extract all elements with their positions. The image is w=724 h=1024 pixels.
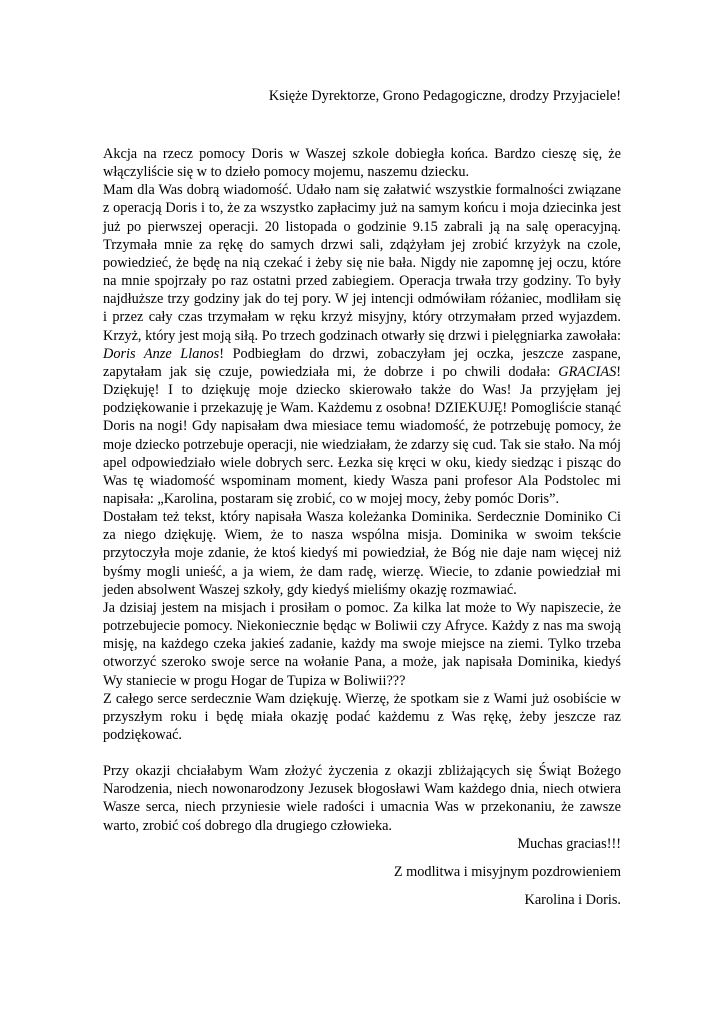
paragraph-operation	[103, 181, 621, 508]
paragraph-operation-text-b: ! Podbiegłam do drzwi, zobaczyłam jej oczka, jeszcze zaspane, zapytałam jak się czuje, powiedziała mi, że dobrze i po chwili dodała:	[103, 345, 622, 380]
signature: Karolina i Doris.	[524, 892, 621, 909]
paragraph-thanks: Akcja na rzecz pomocy Doris w Waszej szkole dobiegła końca. Bardzo cieszę się, że włączyliście się w to dzieło pomocy mojemu, naszemu dziecku.	[103, 146, 621, 181]
paragraph-gratitude: Z całego serce serdecznie Wam dziękuję. Wierzę, że spotkam sie z Wami już osobiście w przyszłym roku i będę miała okazję podać każdemu z Was rękę, żeby jeszcze raz podziękować.	[103, 690, 621, 743]
closing-regards: Z modlitwa i misyjnym pozdrowieniem	[393, 863, 621, 880]
patient-name: Doris Anze Llanos	[103, 345, 220, 362]
gracias-word: GRACIAS	[558, 363, 617, 380]
paragraph-dominika: Dostałam też tekst, który napisała Wasza koleżanka Dominika. Serdecznie Dominiko Ci za niego dziękuję. Wiem, że to nasza wspólna misja. Dominika w swoim tekście przytoczyła moje zdanie, że ktoś kiedyś mi powiedział, że Bóg nie daje nam więcej niż byśmy mogli unieść, a ja wiem, że dam radę, wierzę. Wiecie, to zdanie powiedział mi jeden absolwent Waszej szkoły, gdy kiedyś mieliśmy okazję rozmawiać.	[103, 509, 621, 598]
closing-muchas-gracias: Muchas gracias!!!	[517, 835, 621, 852]
paragraph-wishes: Przy okazji chciałabym Wam złożyć życzenia z okazji zbliżających się Świąt Bożego Narodzenia, niech nowonarodzony Jezusek błogosławi Wam każdego dnia, niech otwiera Wasze serca, niech przyniesie wiele radości i umacnia Was w przekonaniu, że zawsze warto, zrobić coś dobrego dla drugiego człowieka.	[103, 763, 621, 834]
paragraph-operation-text-a: Mam dla Was dobrą wiadomość. Udało nam się załatwić wszystkie formalności związane z operacją Doris i to, że za wszystko zapłacimy już na samym końcu i moja dziecinka jest już po pierwszej operacji. 20 listopada o godzinie 9.15 zabrali ją na salę operacyjną. Trzymała mnie za rękę do samych drzwi sali, zdążyłam jej zrobić krzyżyk na czole, powiedzieć, że będę na nią czekać i żeby się nie bała. Nigdy nie zapomnę jej oczu, które na mnie spojrzały po raz ostatni przed zabiegiem. Operacja trwała trzy godziny. To były najdłuższe trzy godziny jak do tej pory. W jej intencji odmówiłam różaniec, modliłam się i przez cały czas trzymałam w ręku krzyż misyjny, który otrzymałam przed wyjazdem. Krzyż, który jest moją siłą. Po trzech godzinach otwarły się drzwi i pielęgniarka zawołała:	[103, 182, 621, 344]
paragraph-operation-text-c: ! Dziękuję! I to dziękuję moje dziecko skierowało także do Was! Ja przyjęłam jej podziękowanie i przekazuję je Wam. Każdemu z osobna! DZIEKUJĘ! Pomogliście stanąć Doris na nogi! Gdy napisałam dwa miesiace temu wiadomość, że potrzebuję pomocy, że moje dziecko potrzebuje operacji, nie wiedziałam, że zdarzy się cud. Tak sie stało. Na mój apel odpowiedziało wiele dobrych serc. Łezka się kręci w oku, kiedy siedząc i pisząc do Was tę wiadomość wspominam moment, kiedy Wasza pani profesor Ala Podstolec mi napisała: „Karolina, postaram się zrobić, co w mojej mocy, żeby pomóc Doris”.	[103, 363, 621, 507]
letter-greeting: Księże Dyrektorze, Grono Pedagogiczne, drodzy Przyjaciele!	[268, 88, 621, 104]
paragraph-mission: Ja dzisiaj jestem na misjach i prosiłam o pomoc. Za kilka lat może to Wy napiszecie, że potrzebujecie pomocy. Niekoniecznie będąc w Boliwii czy Afryce. Każdy z nas ma swoją misję, na każdego czeka jakieś zadanie, każdy ma swoje miejsce na ziemi. Tylko trzeba otworzyć szeroko swoje serce na wołanie Pana, a może, jak napisała Dominika, kiedyś Wy staniecie w progu Hogar de Tupiza w Boliwii???	[103, 599, 621, 689]
letter-body	[103, 145, 621, 909]
